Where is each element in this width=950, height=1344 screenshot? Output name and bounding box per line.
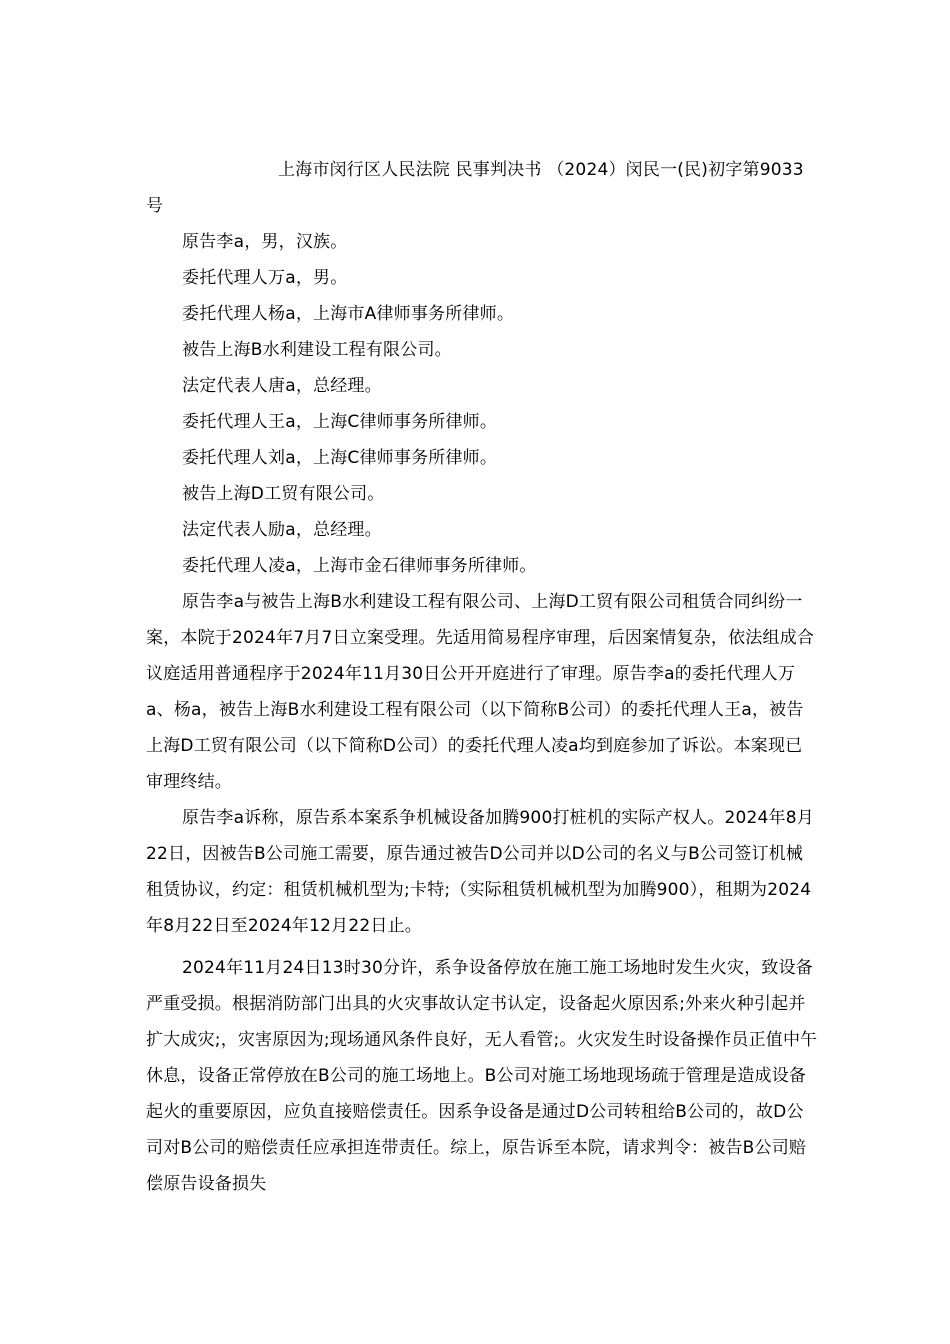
party-line: 法定代表人唐a，总经理。 xyxy=(182,376,382,396)
document-body xyxy=(146,152,818,1202)
party-line: 委托代理人王a，上海C律师事务所律师。 xyxy=(182,412,498,432)
case-intro-paragraph: 原告李a与被告上海B水利建设工程有限公司、上海D工贸有限公司租赁合同纠纷一案，本院于2024年7月7日立案受理。先适用简易程序审理，后因案情复杂，依法组成合议庭适用普通程序于2024年11月30日公开开庭进行了审理。原告李a的委托代理人万a、杨a，被告上海B水利建设工程有限公司（以下简称B公司）的委托代理人王a，被告上海D工贸有限公司（以下简称D公司）的委托代理人凌a均到庭参加了诉讼。本案现已审理终结。 xyxy=(146,592,815,792)
party-line: 被告上海B水利建设工程有限公司。 xyxy=(182,340,452,360)
party-line: 被告上海D工贸有限公司。 xyxy=(182,484,385,504)
party-line: 法定代表人励a，总经理。 xyxy=(182,520,382,540)
party-line: 委托代理人杨a，上海市A律师事务所律师。 xyxy=(182,304,515,324)
fire-incident-paragraph: 2024年11月24日13时30分许，系争设备停放在施工施工场地时发生火灾，致设备严重受损。根据消防部门出具的火灾事故认定书认定，设备起火原因系;外来火种引起并扩大成灾;，灾害原因为;现场通风条件良好，无人看管;。火灾发生时设备操作员正值中午休息，设备正常停放在B公司的施工场地上。B公司对施工场地现场疏于管理是造成设备起火的重要原因，应负直接赔偿责任。因系争设备是通过D公司转租给B公司的，故D公司对B公司的赔偿责任应承担连带责任。综上，原告诉至本院，请求判令：被告B公司赔偿原告设备损失 xyxy=(146,958,818,1194)
party-line: 委托代理人万a，男。 xyxy=(182,268,348,288)
party-line: 委托代理人凌a，上海市金石律师事务所律师。 xyxy=(182,556,537,576)
party-line: 原告李a，男，汉族。 xyxy=(182,232,348,252)
party-line: 委托代理人刘a，上海C律师事务所律师。 xyxy=(182,448,498,468)
document-title: 上海市闵行区人民法院 民事判决书 （2024）闵民一(民)初字第9033号 xyxy=(146,160,804,216)
plaintiff-claim-paragraph: 原告李a诉称，原告系本案系争机械设备加腾900打桩机的实际产权人。2024年8月22日，因被告B公司施工需要，原告通过被告D公司并以D公司的名义与B公司签订机械租赁协议，约定：租赁机械机型为;卡特;（实际租赁机械机型为加腾900），租期为2024年8月22日至2024年12月22日止。 xyxy=(146,808,814,936)
